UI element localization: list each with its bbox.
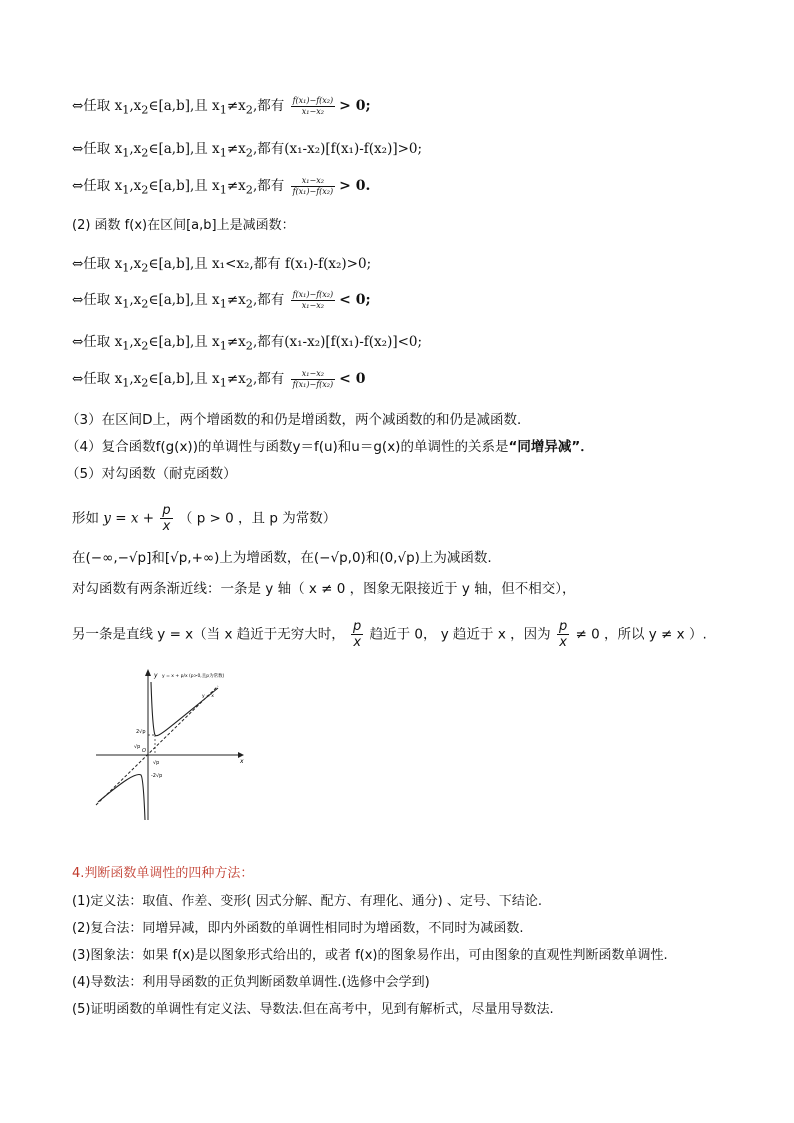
- decreasing-def-line-3: ⇔任取 $x_1,x_2\in[a,b]$,且 $x_1\ne x_2$,都有(x₁-x₂)[f(x₁)-f(x₂)]<0;: [72, 334, 423, 353]
- increasing-def-line-3: ⇔任取 $x_1,x_2\in[a,b]$,且 $x_1\ne x_2$,都有 $\frac{\text{x₁−x₂}}{\text{f(x₁)−f(x₂)}}$ > 0.: [72, 176, 371, 197]
- label-root-p: √p: [134, 744, 141, 750]
- nike-function-graph: [92, 664, 252, 824]
- increasing-def-line-1: ⇔任取 $x_1,x_2\in[a,b]$,且 $x_1\ne x_2$,都有 $\frac{\text{f(x₁)−f(x₂)}}{\text{x₁−x₂}}$ > 0;: [72, 96, 371, 117]
- left-branch-curve: [98, 774, 145, 820]
- function-caption: y = x + p/x (p>0,且p为常数): [162, 674, 225, 679]
- inverse-difference-quotient: $\frac{\text{x₁−x₂}}{\text{f(x₁)−f(x₂)}}$: [292, 369, 334, 389]
- rule-3: （3）在区间D上，两个增函数的和仍是增函数，两个减函数的和仍是减函数．: [66, 412, 531, 428]
- method-graph: (3)图象法：如果 f(x)是以图象形式给出的，或者 f(x)的图象易作出，可由图象的直观性判断函数单调性.: [72, 948, 668, 963]
- x-axis-label: x: [240, 758, 244, 765]
- asymptote-label: y = x: [202, 694, 214, 699]
- section-4-title: 4.判断函数单调性的四种方法：: [72, 866, 254, 881]
- increasing-def-line-2: ⇔任取 $x_1,x_2\in[a,b]$,且 $x_1\ne x_2$,都有(x₁-x₂)[f(x₁)-f(x₂)]>0;: [72, 141, 423, 160]
- label-root-p-x: √p: [153, 760, 160, 766]
- decreasing-def-line-2: ⇔任取 $x_1,x_2\in[a,b]$,且 $x_1\ne x_2$,都有 $\frac{\text{f(x₁)−f(x₂)}}{\text{x₁−x₂}}$ < 0;: [72, 290, 371, 311]
- nike-function-definition: 形如 y = x + $\frac{p}{x}$ （ p > 0 ，且 p 为常数）: [72, 503, 337, 534]
- y-axis-label: y: [154, 672, 158, 679]
- method-definition: (1)定义法：取值、作差、变形( 因式分解、配方、有理化、通分) 、定号、下结论.: [72, 894, 542, 909]
- difference-quotient: $\frac{\text{f(x₁)−f(x₂)}}{\text{x₁−x₂}}$: [292, 290, 334, 310]
- decreasing-heading: (2) 函数 f(x)在区间[a,b]上是减函数：: [72, 218, 295, 233]
- decreasing-def-line-1: ⇔任取 $x_1,x_2\in[a,b]$,且 x₁<x₂,都有 f(x₁)-f(x₂)>0;: [72, 256, 372, 275]
- decreasing-def-line-4: ⇔任取 $x_1,x_2\in[a,b]$,且 $x_1\ne x_2$,都有 $\frac{\text{x₁−x₂}}{\text{f(x₁)−f(x₂)}}$ < 0: [72, 369, 366, 390]
- p-over-x: $\frac{p}{x}$: [353, 619, 362, 650]
- label-2-root-p: 2√p: [136, 729, 146, 735]
- asymptote-y-equals-x: [96, 686, 218, 805]
- p-over-x: $\frac{p}{x}$: [558, 619, 568, 650]
- p-over-x: $\frac{p}{x}$: [162, 503, 171, 534]
- asymptote-line-2: 另一条是直线 y = x（当 x 趋近于无穷大时， $\frac{p}{x}$ 趋近于 0， y 趋近于 x ，因为 $\frac{p}{x}$ ≠ 0 ，所以 y ≠ x ）.: [72, 619, 707, 650]
- rule-4: （4）复合函数f(g(x))的单调性与函数y＝f(u)和u＝g(x)的单调性的关系是“同增异减”．: [66, 439, 594, 455]
- method-composite: (2)复合法：同增异减，即内外函数的单调性相同时为增函数，不同时为减函数.: [72, 921, 524, 936]
- y-axis-arrow-icon: [145, 669, 151, 676]
- right-branch-curve: [151, 682, 218, 736]
- label-neg-2-root-p: -2√p: [151, 773, 163, 779]
- inverse-difference-quotient: $\frac{\text{x₁−x₂}}{\text{f(x₁)−f(x₂)}}$: [292, 176, 334, 196]
- origin-label: O: [142, 748, 146, 754]
- proof-methods-note: (5)证明函数的单调性有定义法、导数法.但在高考中，见到有解析式，尽量用导数法.: [72, 1002, 554, 1017]
- difference-quotient: $\frac{\text{f(x₁)−f(x₂)}}{\text{x₁−x₂}}$: [292, 96, 334, 116]
- method-derivative: (4)导数法：利用导函数的正负判断函数单调性.(选修中会学到): [72, 975, 430, 990]
- asymptote-line-1: 对勾函数有两条渐近线：一条是 y 轴（ x ≠ 0 ，图象无限接近于 y 轴，但不相交），: [72, 581, 576, 597]
- premise-text: ⇔任取 x: [72, 98, 123, 114]
- rule-5: （5）对勾函数（耐克函数）: [66, 466, 237, 482]
- monotonic-intervals: 在(−∞,−√p]和[√p,+∞)上为增函数，在(−√p,0)和(0,√p)上为减函数.: [72, 550, 492, 566]
